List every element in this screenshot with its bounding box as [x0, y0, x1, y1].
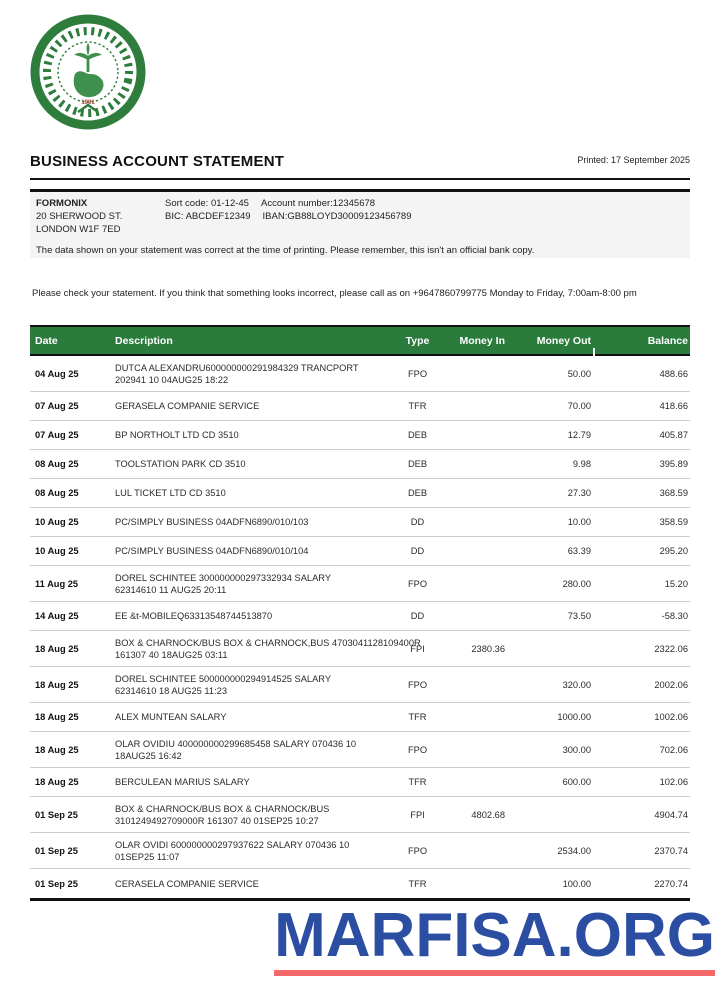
transaction-money-in: 2380.36 [471, 643, 505, 654]
transaction-description-line2: 01SEP25 11:07 [115, 851, 180, 862]
page-title: BUSINESS ACCOUNT STATEMENT [30, 153, 285, 170]
transaction-type: FPO [407, 845, 428, 856]
transaction-balance: 102.06 [659, 777, 688, 787]
transaction-description-line2: 3101249492709000R 161307 40 01SEP25 10:27 [115, 815, 319, 826]
bank-emblem-icon [28, 12, 148, 132]
transactions-table [30, 325, 690, 901]
transaction-description-line1: PC/SIMPLY BUSINESS 04ADFN6890/010/103 [115, 517, 309, 527]
transaction-money-out: 12.79 [567, 430, 591, 440]
transaction-type: DEB [407, 459, 428, 469]
transaction-money-out: 73.50 [567, 611, 591, 621]
account-address-line1: 20 SHERWOOD ST. [36, 211, 123, 222]
transaction-type: FPO [407, 578, 428, 589]
transaction-date: 08 Aug 25 [35, 459, 79, 469]
check-statement-notice: Please check your statement. If you think that something looks incorrect, please call as on +9647860799775 Monday to Friday, 7:00am-8:00 pm [32, 288, 637, 299]
account-holder-name: FORMONIX [36, 198, 88, 209]
svg-text:1991: 1991 [81, 100, 95, 106]
transaction-money-out: 63.39 [567, 546, 591, 556]
transaction-type: FPI [410, 809, 425, 820]
transaction-money-out: 300.00 [562, 744, 591, 755]
transaction-description [115, 667, 390, 702]
transaction-description-line1: CERASELA COMPANIE SERVICE [115, 878, 259, 889]
transaction-date: 11 Aug 25 [35, 578, 79, 589]
transaction-date: 10 Aug 25 [35, 517, 79, 527]
transaction-balance: 1002.06 [654, 712, 688, 722]
transaction-date: 01 Sep 25 [35, 845, 78, 856]
bank-logo [28, 12, 148, 132]
transaction-description-line2: 62314610 18 AUG25 11:23 [115, 685, 228, 696]
title-divider [30, 178, 690, 180]
account-address-block [36, 197, 165, 236]
iban: IBAN:GB88LOYD30009123456789 [262, 211, 412, 222]
transaction-description-line1: PC/SIMPLY BUSINESS 04ADFN6890/010/104 [115, 546, 309, 556]
transaction-description-line1: OLAR OVIDI 600000000297937622 SALARY 070436 10 [115, 839, 350, 850]
transaction-description [115, 833, 390, 868]
transaction-row [30, 797, 690, 833]
transaction-description [115, 797, 390, 832]
account-info-box [30, 189, 690, 258]
transaction-row [30, 421, 690, 450]
transaction-description-line1: DUTCA ALEXANDRU600000000291984329 TRANCPORT [115, 362, 359, 373]
transaction-money-out: 10.00 [567, 517, 591, 527]
transaction-description-line1: BERCULEAN MARIUS SALARY [115, 777, 250, 787]
transaction-description [115, 732, 390, 767]
sort-code: Sort code: 01-12-45 [165, 198, 249, 209]
transaction-date: 18 Aug 25 [35, 712, 79, 722]
transaction-description [115, 511, 390, 534]
account-number: Account number:12345678 [260, 198, 376, 209]
transaction-description-line1: BOX & CHARNOCK/BUS BOX & CHARNOCK/BUS [115, 803, 330, 814]
transaction-description-line1: OLAR OVIDIU 400000000299685458 SALARY 070436 10 [115, 738, 357, 749]
transaction-description [115, 356, 390, 391]
transaction-type: FPO [407, 368, 428, 379]
transaction-description-line1: DOREL SCHINTEE 300000000297332934 SALARY [115, 572, 332, 583]
transaction-date: 07 Aug 25 [35, 430, 79, 440]
transaction-type: DEB [407, 488, 428, 498]
transaction-description [115, 482, 390, 505]
watermark-text: MARFISA.ORG [274, 901, 715, 970]
transaction-balance: 295.20 [659, 546, 688, 556]
column-header-date: Date [35, 334, 58, 347]
transaction-money-in: 4802.68 [471, 809, 505, 820]
transaction-row [30, 703, 690, 732]
transaction-balance: -58.30 [661, 611, 688, 621]
printed-date: Printed: 17 September 2025 [577, 155, 690, 165]
transaction-balance: 488.66 [659, 368, 688, 379]
transaction-description-line1: ALEX MUNTEAN SALARY [115, 712, 227, 722]
transaction-row [30, 479, 690, 508]
transaction-balance: 358.59 [659, 517, 688, 527]
transaction-money-out: 27.30 [567, 488, 591, 498]
transaction-description-line2: 18AUG25 16:42 [115, 750, 182, 761]
transactions-body [30, 356, 690, 901]
transaction-description [115, 395, 390, 418]
transaction-balance: 395.89 [659, 459, 688, 469]
transaction-balance: 2270.74 [654, 878, 688, 889]
transaction-balance: 405.87 [659, 430, 688, 440]
transaction-description [115, 872, 390, 895]
transaction-date: 04 Aug 25 [35, 368, 79, 379]
transaction-description-line1: TOOLSTATION PARK CD 3510 [115, 459, 246, 469]
transaction-row [30, 667, 690, 703]
transaction-date: 10 Aug 25 [35, 546, 79, 556]
column-header-description: Description [115, 334, 173, 347]
transaction-date: 18 Aug 25 [35, 643, 79, 654]
account-identifiers-block [165, 197, 424, 236]
column-header-money-out: Money Out [536, 334, 591, 347]
transaction-type: TFR [408, 712, 427, 722]
transaction-row [30, 768, 690, 797]
transaction-description [115, 771, 390, 794]
bic: BIC: ABCDEF12349 [165, 211, 251, 222]
account-address-line2: LONDON W1F 7ED [36, 224, 121, 235]
transaction-date: 18 Aug 25 [35, 777, 79, 787]
transaction-type: FPO [407, 744, 428, 755]
transaction-balance: 2370.74 [654, 845, 688, 856]
transaction-money-out: 9.98 [572, 459, 591, 469]
transaction-row [30, 537, 690, 566]
transaction-balance: 15.20 [664, 578, 688, 589]
transaction-description-line1: EE &t-MOBILEQ63313548744513870 [115, 611, 273, 621]
transaction-money-out: 1000.00 [557, 712, 591, 722]
transaction-description-line1: DOREL SCHINTEE 500000000294914525 SALARY [115, 673, 332, 684]
transaction-row [30, 508, 690, 537]
transaction-row [30, 356, 690, 392]
transaction-balance: 4904.74 [654, 809, 688, 820]
transaction-balance: 418.66 [659, 401, 688, 411]
transaction-type: DD [410, 546, 425, 556]
transaction-row [30, 602, 690, 631]
transaction-description [115, 566, 390, 601]
transaction-description-line1: LUL TICKET LTD CD 3510 [115, 488, 226, 498]
transaction-balance: 2322.06 [654, 643, 688, 654]
transaction-balance: 702.06 [659, 744, 688, 755]
transaction-date: 18 Aug 25 [35, 744, 79, 755]
transaction-money-out: 2534.00 [557, 845, 591, 856]
transaction-type: DEB [407, 430, 428, 440]
transaction-date: 07 Aug 25 [35, 401, 79, 411]
transaction-description-line1: GERASELA COMPANIE SERVICE [115, 401, 260, 411]
transaction-row [30, 833, 690, 869]
transaction-description [115, 424, 390, 447]
print-artifact-tick [593, 348, 595, 356]
column-header-money-in: Money In [459, 334, 505, 347]
transaction-date: 14 Aug 25 [35, 611, 79, 621]
transaction-money-out: 320.00 [562, 679, 591, 690]
watermark-underline [274, 970, 715, 976]
transaction-money-out: 600.00 [562, 777, 591, 787]
transaction-row [30, 869, 690, 898]
transaction-description [115, 605, 390, 628]
transaction-type: FPI [410, 643, 425, 654]
correctness-notice: The data shown on your statement was correct at the time of printing. Please remember, this isn't an official bank copy. [36, 245, 535, 256]
transaction-description-line2: 202941 10 04AUG25 18:22 [115, 374, 229, 385]
transaction-money-out: 70.00 [567, 401, 591, 411]
transaction-type: DD [410, 517, 425, 527]
transaction-type: FPO [407, 679, 428, 690]
transaction-balance: 2002.06 [654, 679, 688, 690]
transaction-description [115, 453, 390, 476]
transaction-date: 18 Aug 25 [35, 679, 79, 690]
transaction-row [30, 392, 690, 421]
transaction-money-out: 50.00 [567, 368, 591, 379]
transaction-date: 01 Sep 25 [35, 878, 78, 889]
transactions-header-row [30, 325, 690, 356]
transaction-date: 08 Aug 25 [35, 488, 79, 498]
transaction-description-line2: 62314610 11 AUG25 20:11 [115, 584, 227, 595]
transaction-date: 01 Sep 25 [35, 809, 78, 820]
transaction-description-line1: BP NORTHOLT LTD CD 3510 [115, 430, 239, 440]
transaction-row [30, 566, 690, 602]
transaction-description-line1: BOX & CHARNOCK/BUS BOX & CHARNOCK,BUS 4703041128109400R [115, 637, 421, 648]
transaction-description [115, 540, 390, 563]
transaction-money-out: 280.00 [562, 578, 591, 589]
transaction-type: TFR [408, 401, 427, 411]
marfisa-watermark [274, 903, 715, 976]
transaction-row [30, 631, 690, 667]
transaction-row [30, 450, 690, 479]
transaction-description [115, 706, 390, 729]
transaction-type: TFR [408, 777, 427, 787]
transaction-type: DD [410, 611, 425, 621]
transaction-balance: 368.59 [659, 488, 688, 498]
statement-header [30, 153, 690, 170]
column-header-type: Type [405, 334, 430, 347]
transaction-type: TFR [408, 878, 427, 889]
column-header-balance: Balance [647, 334, 688, 347]
transaction-description-line2: 161307 40 18AUG25 03:11 [115, 649, 228, 660]
transaction-money-out: 100.00 [562, 878, 591, 889]
transaction-row [30, 732, 690, 768]
